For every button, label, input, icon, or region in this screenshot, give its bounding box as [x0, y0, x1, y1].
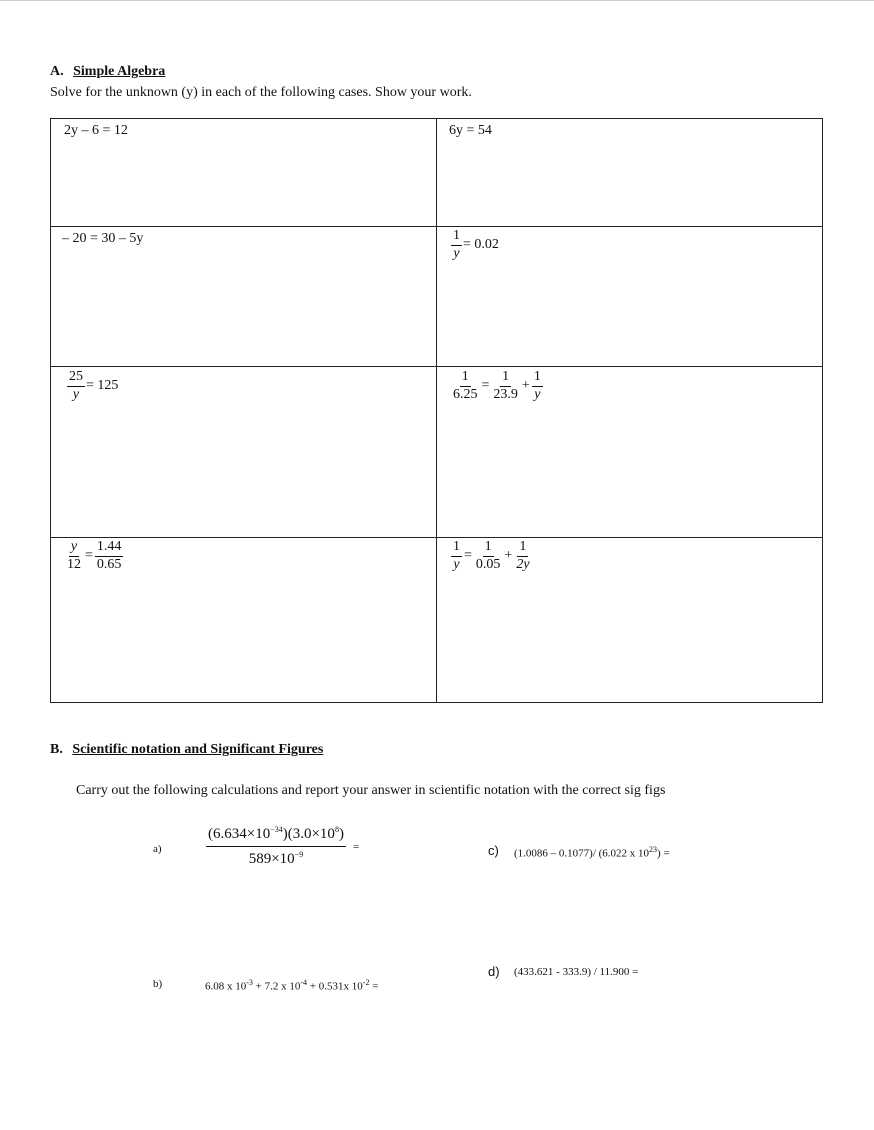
p4-den: y — [453, 245, 460, 261]
grid-divider-row3 — [51, 537, 822, 538]
p6-frac3 — [532, 370, 543, 402]
top-border — [0, 0, 874, 1]
p8-frac3 — [514, 540, 531, 572]
calc-b-exp3: -2 — [362, 978, 370, 987]
calc-c — [514, 845, 670, 860]
p6-equals: = — [481, 378, 490, 394]
section-b-title: Scientific notation and Significant Figures — [72, 742, 324, 757]
calc-c-part2: ) = — [657, 847, 670, 860]
p6-frac2 — [491, 370, 520, 402]
calc-a-den — [247, 847, 305, 868]
p4-num: 1 — [451, 229, 462, 246]
calc-b-part4: = — [369, 980, 379, 993]
p7-d2: 0.65 — [96, 556, 122, 572]
p7-n1: y — [69, 540, 79, 557]
section-a-letter: A. — [50, 64, 64, 79]
section-a-title: Simple Algebra — [73, 64, 166, 79]
problem-8 — [450, 540, 533, 572]
calc-a-num — [206, 826, 346, 847]
p8-d2: 0.05 — [475, 556, 501, 572]
calc-c-part1: (1.0086 – 0.1077)/ (6.022 x 10 — [514, 847, 650, 860]
calc-d: (433.621 - 333.9) / 11.900 = — [514, 966, 639, 978]
calc-b-part3: + 0.531x 10 — [307, 980, 363, 993]
p7-n2: 1.44 — [95, 540, 124, 557]
problem-7 — [64, 540, 124, 572]
problem-5 — [66, 370, 118, 402]
p6-frac1 — [451, 370, 480, 402]
grid-divider-row2 — [51, 366, 822, 367]
calc-a-exp1: −34 — [270, 825, 283, 834]
p6-d2: 23.9 — [493, 386, 518, 402]
p8-n2: 1 — [483, 540, 494, 557]
p6-d1: 6.25 — [453, 386, 478, 402]
p5-fraction — [67, 370, 85, 402]
problem-6 — [450, 370, 544, 402]
p8-n1: 1 — [451, 540, 462, 557]
section-a-instructions: Solve for the unknown (y) in each of the following cases. Show your work. — [50, 85, 472, 100]
calc-a — [205, 826, 359, 868]
p6-n3: 1 — [532, 370, 543, 387]
calc-a-num-2: )(3.0×10 — [282, 826, 335, 842]
calc-c-exp: 23 — [649, 845, 658, 854]
p7-equals: = — [85, 548, 93, 564]
p8-frac2 — [474, 540, 503, 572]
section-b-letter: B. — [50, 742, 63, 757]
section-a-heading — [50, 64, 165, 80]
calc-a-den-1: 589×10 — [248, 850, 295, 867]
p6-plus: + — [521, 378, 530, 394]
p5-den: y — [72, 386, 80, 402]
calc-a-exp3: −9 — [294, 849, 304, 859]
p6-n2: 1 — [500, 370, 511, 387]
calc-a-label: a) — [153, 843, 162, 855]
calc-b — [205, 978, 378, 993]
calc-b-part2: + 7.2 x 10 — [252, 980, 301, 993]
calc-a-num-1: (6.634×10 — [208, 826, 271, 842]
p8-frac1 — [451, 540, 462, 572]
calc-b-label: b) — [153, 978, 163, 990]
calc-a-equals: = — [352, 840, 360, 853]
p7-frac1 — [65, 540, 83, 572]
problems-grid — [50, 118, 823, 703]
calc-b-exp1: -3 — [246, 978, 253, 987]
calc-b-exp2: -4 — [300, 978, 308, 987]
p7-frac2 — [95, 540, 124, 572]
calc-b-part1: 6.08 x 10 — [205, 980, 247, 993]
calc-a-num-3: ) — [338, 826, 344, 842]
calc-a-exp2: 8 — [334, 825, 339, 834]
p5-num: 25 — [67, 370, 85, 387]
p8-plus: + — [504, 548, 513, 564]
p7-d1: 12 — [67, 556, 81, 572]
grid-divider-row1 — [51, 226, 822, 227]
section-b-heading — [50, 742, 323, 758]
p5-rest: = 125 — [86, 378, 119, 394]
problem-3: – 20 = 30 – 5y — [62, 231, 144, 246]
problem-1: 2y – 6 = 12 — [64, 123, 128, 138]
p8-n3: 1 — [517, 540, 528, 557]
calc-c-label: c) — [488, 843, 499, 858]
problem-4 — [450, 229, 499, 261]
section-b-instructions: Carry out the following calculations and report your answer in scientific notation with the correct sig figs — [76, 783, 666, 798]
p4-rest: = 0.02 — [463, 237, 499, 253]
p8-equals: = — [464, 548, 472, 564]
p8-d3: 2y — [516, 556, 530, 572]
p4-fraction — [451, 229, 462, 261]
grid-divider-vertical — [436, 119, 437, 702]
problem-2: 6y = 54 — [449, 123, 492, 138]
p6-n1: 1 — [460, 370, 471, 387]
p8-d1: y — [453, 556, 460, 572]
p6-d3: y — [534, 386, 541, 402]
calc-d-label: d) — [488, 964, 500, 979]
calc-a-fraction — [206, 826, 346, 868]
